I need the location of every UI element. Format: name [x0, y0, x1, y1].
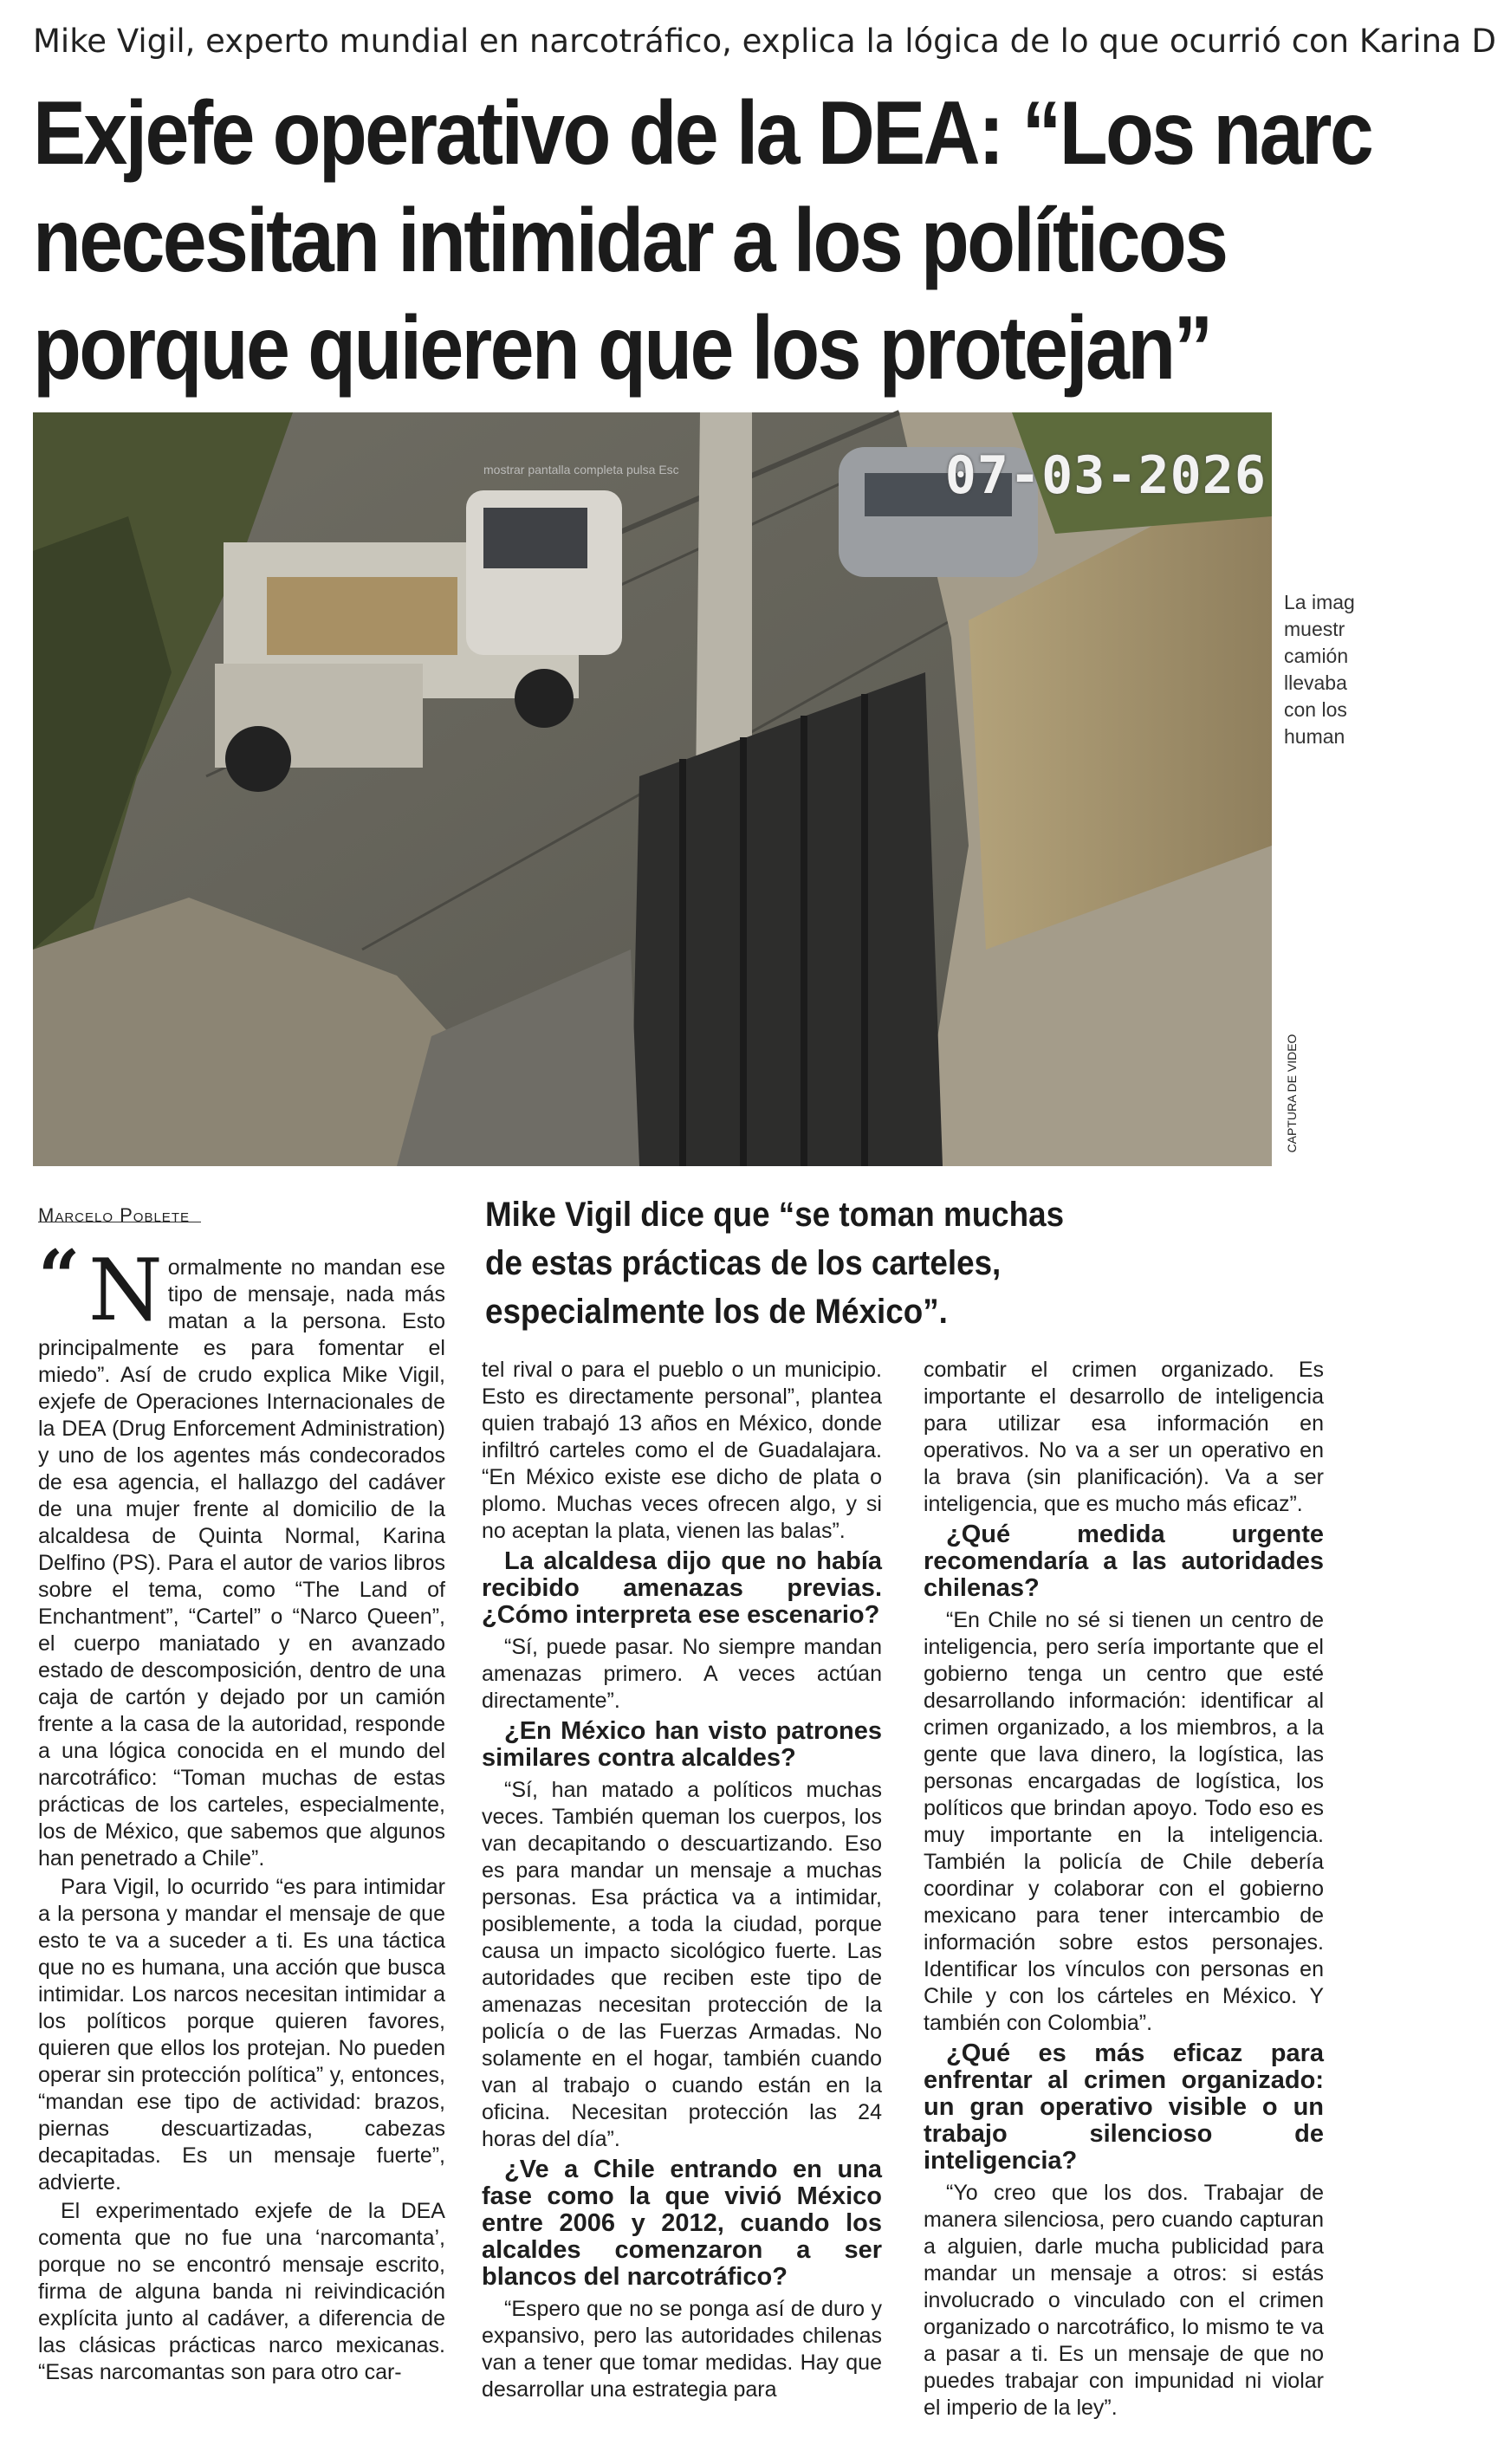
- drop-cap: N: [88, 1242, 163, 1340]
- lead-paragraph: [38, 1234, 445, 1872]
- article-kicker: Mike Vigil, experto mundial en narcotráfico, explica la lógica de lo que ocurrió con Karina D: [33, 23, 1497, 60]
- pull-quote: Mike Vigil dice que “se toman muchas de estas prácticas de los carteles, especialmente los de México”.: [485, 1196, 1065, 1331]
- caption-line: La imag: [1284, 591, 1355, 613]
- caption-line: human: [1284, 725, 1345, 748]
- video-overlay-text: mostrar pantalla completa pulsa Esc: [483, 463, 679, 477]
- interview-answer: “Sí, han matado a políticos muchas veces. También queman los cuerpos, los van decapitando o descuartizando. Eso es para mandar un mensaje a muchas personas. Esa práctica va a intimidar, posiblemente, a toda la ciudad, porque causa un impacto sicológico fuerte. Las autoridades que reciben este tipo de amenazas necesitan protección de la policía o de las Fuerzas Armadas. No solamente en el hogar, también cuando van al trabajo o cuando están en la oficina. Necesitan protección las 24 horas del día”.: [482, 1778, 882, 2151]
- interview-answer: “En Chile no sé si tienen un centro de inteligencia, pero sería importante que el gobierno tenga un centro que esté desarrollando información: identificar al crimen organizado, a los miembros, a la gente que lava dinero, la logística, las personas encargadas de logística, los políticos que brindan apoyo. Todo eso es muy importante en la inteligencia. También la policía de Chile debería coordinar y colaborar con el gobierno mexicano para tener intercambio de información sobre estos personajes. Identificar los vínculos con personas en Chile y con los cárteles en México. Y también con Colombia”.: [924, 1608, 1324, 2035]
- photo-credit: [1279, 1031, 1299, 1161]
- author-byline: Marcelo Poblete: [38, 1204, 190, 1226]
- headline-line-3: porque quieren que los protejan”: [33, 298, 1211, 399]
- interview-question: ¿Qué es más eficaz para enfrentar al crimen organizado: un gran operativo visible o un trabajo silencioso de inteligencia?: [924, 2039, 1324, 2175]
- interview-question: ¿Qué medida urgente recomendaría a las autoridades chilenas?: [924, 1521, 1324, 1602]
- caption-line: camión: [1284, 645, 1349, 667]
- article-column-1: [38, 1234, 445, 2388]
- cctv-scene-image: [33, 412, 1272, 1166]
- interview-question: ¿Ve a Chile entrando en una fase como la que vivió México entre 2006 y 2012, cuando los alcaldes comenzaron a ser blancos del narcotráfico?: [482, 2156, 882, 2291]
- article-column-3: [924, 1357, 1324, 2423]
- photo-caption: [1284, 589, 1358, 750]
- cctv-photo: [33, 412, 1272, 1166]
- body-paragraph: El experimentado exjefe de la DEA comenta que no fue una ‘narcomanta’, porque no se encontró mensaje escrito, firma de alguna banda ni reivindicación explícita junto al cadáver, a diferencia de las clásicas prácticas narco mexicanas. “Esas narcomantas son para otro car-: [38, 2199, 445, 2384]
- video-timestamp: 07-03-2026: [944, 445, 1267, 506]
- caption-line: con los: [1284, 698, 1347, 721]
- photo-credit-text: CAPTURA DE VIDEO: [1285, 1034, 1299, 1153]
- interview-answer: “Yo creo que los dos. Trabajar de manera silenciosa, pero cuando capturan a alguien, darle mucha publicidad para mandar un mensaje a otros: si estás involucrado o vinculado con el crimen organizado o narcotráfico, lo mismo te va a pasar a ti. Es un mensaje de que no puedes trabajar con impunidad ni violar el imperio de la ley”.: [924, 2181, 1324, 2420]
- interview-answer: “Espero que no se ponga así de duro y expansivo, pero las autoridades chilenas van a tener que tomar medidas. Hay que desarrollar una estrategia para: [482, 2297, 882, 2402]
- body-paragraph: tel rival o para el pueblo o un municipio. Esto es directamente personal”, plantea quien trabajó 13 años en México, donde infiltró carteles como el de Guadalajara. “En México existe ese dicho de plata o plomo. Muchas veces ofrecen algo, y si no aceptan la plata, vienen las balas”.: [482, 1358, 882, 1543]
- caption-line: muestr: [1284, 618, 1345, 640]
- body-paragraph: ormalmente no mandan ese tipo de mensaje, nada más matan a la persona. Esto principalmente es para fomentar el miedo”. Así de crudo explica Mike Vigil, exjefe de Operaciones Internacionales de la DEA (Drug Enforcement Administration) y uno de los agentes más condecorados de esa agencia, el hallazgo del cadáver de una mujer frente al domicilio de la alcaldesa de Quinta Normal, Karina Delfino (PS). Para el autor de varios libros sobre el tema, como “The Land of Enchantment”, “Cartel” o “Narco Queen”, el cuerpo maniatado y en avanzado estado de descomposición, dentro de una caja de cartón y dejado por un camión frente a la casa de la autoridad, responde a una lógica conocida en el mundo del narcotráfico: “Toman muchas de estas prácticas de los carteles, especialmente, los de México, que sabemos que algunos han penetrado a Chile”.: [38, 1255, 445, 1871]
- caption-line: llevaba: [1284, 671, 1347, 694]
- interview-answer: “Sí, puede pasar. No siempre mandan amenazas primero. A veces actúan directamente”.: [482, 1635, 882, 1713]
- body-paragraph: combatir el crimen organizado. Es importante el desarrollo de inteligencia para utilizar esa información en operativos. No va a ser un operativo en la brava (sin planificación). Va a ser inteligencia, que es mucho más eficaz”.: [924, 1358, 1324, 1516]
- opening-quote-mark: “: [38, 1234, 81, 1320]
- article-headline: [33, 80, 1372, 402]
- article-column-2: [482, 1357, 882, 2405]
- body-paragraph: Para Vigil, lo ocurrido “es para intimidar a la persona y mandar el mensaje de que esto te va a suceder a ti. Es una táctica que no es humana, una acción que busca intimidar. Los narcos necesitan intimidar a los políticos porque quieren favores, quieren que ellos los protejan. No pueden operar sin protección política” y, entonces, “mandan ese tipo de actividad: brazos, piernas descuartizadas, cabezas decapitadas. Es un mensaje fuerte”, advierte.: [38, 1875, 445, 2195]
- headline-line-1: Exjefe operativo de la DEA: “Los narc: [33, 83, 1372, 184]
- headline-line-2: necesitan intimidar a los políticos: [33, 191, 1227, 291]
- interview-question: ¿En México han visto patrones similares contra alcaldes?: [482, 1717, 882, 1772]
- interview-question: La alcaldesa dijo que no había recibido amenazas previas. ¿Cómo interpreta ese escenario?: [482, 1547, 882, 1629]
